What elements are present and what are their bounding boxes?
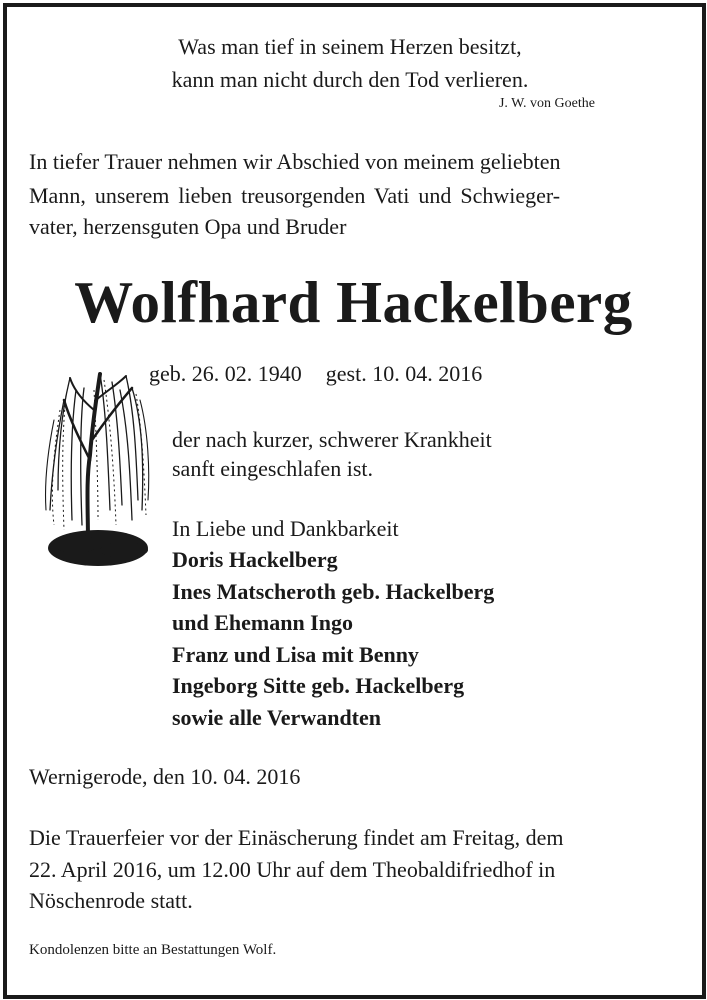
willow-tree-icon	[36, 360, 154, 574]
family-heading: In Liebe und Dankbarkeit	[172, 516, 399, 541]
quote-line-2: kann man nicht durch den Tod verlieren.	[171, 67, 529, 92]
life-dates	[149, 361, 482, 387]
death-date: gest. 10. 04. 2016	[325, 361, 483, 386]
funeral-line-1: Die Trauerfeier vor der Einäscherung findet am Freitag, dem	[29, 825, 564, 850]
family-member: sowie alle Verwandten	[172, 705, 381, 730]
funeral-line-2: 22. April 2016, um 12.00 Uhr auf dem Theobaldifriedhof in	[29, 857, 556, 882]
condolences-note: Kondolenzen bitte an Bestattungen Wolf.	[29, 942, 277, 958]
intro-line-3: vater, herzensguten Opa und Bruder	[29, 214, 347, 239]
place-and-date: Wernigerode, den 10. 04. 2016	[29, 764, 301, 789]
family-member: und Ehemann Ingo	[172, 610, 353, 635]
family-member: Ines Matscheroth geb. Hackelberg	[172, 579, 495, 604]
birth-date: geb. 26. 02. 1940	[149, 361, 302, 386]
family-member: Doris Hackelberg	[172, 547, 338, 572]
deceased-name: Wolfhard Hackelberg	[74, 269, 633, 335]
quote-line-1: Was man tief in seinem Herzen besitzt,	[178, 34, 522, 59]
quote-author: J. W. von Goethe	[498, 96, 595, 111]
funeral-line-3: Nöschenrode statt.	[29, 888, 193, 913]
family-member: Ingeborg Sitte geb. Hackelberg	[172, 673, 465, 698]
intro-line-1: In tiefer Trauer nehmen wir Abschied von meinem geliebten	[29, 149, 561, 174]
intro-line-2: Mann, unserem lieben treusorgenden Vati und Schwieger-	[29, 183, 561, 208]
message-line-1: der nach kurzer, schwerer Krankheit	[172, 427, 492, 452]
family-member: Franz und Lisa mit Benny	[172, 642, 419, 667]
message-line-2: sanft eingeschlafen ist.	[172, 456, 373, 481]
